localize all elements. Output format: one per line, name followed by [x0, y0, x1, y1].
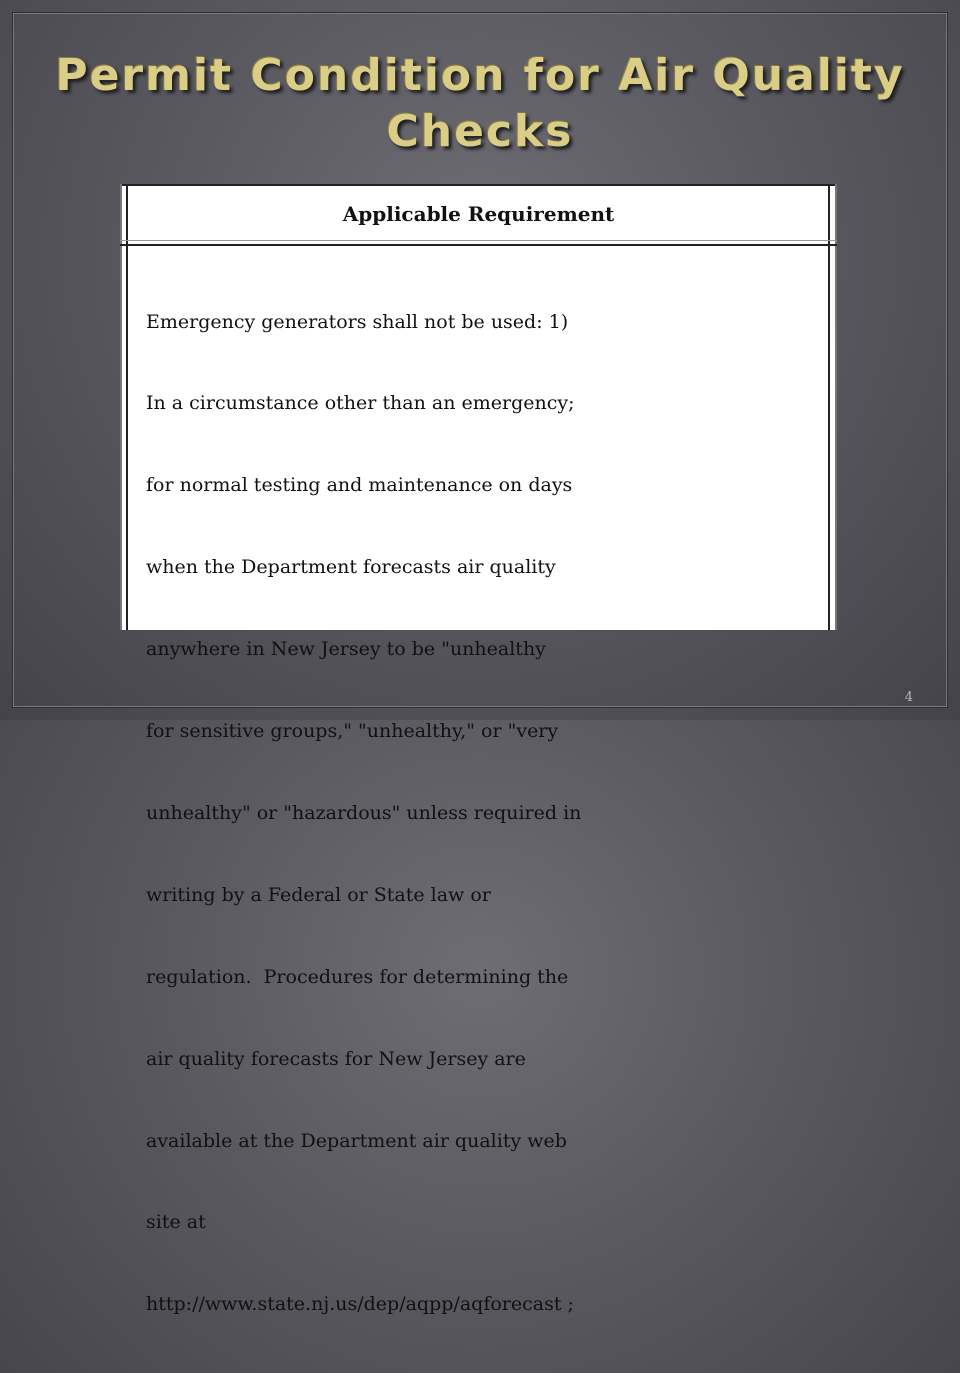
header-divider	[120, 244, 837, 246]
slide-title: Permit Condition for Air Quality Checks	[55, 50, 905, 157]
header-divider-light	[120, 240, 837, 241]
requirement-line: air quality forecasts for New Jersey are	[146, 1047, 526, 1070]
requirement-line: site at	[146, 1211, 206, 1234]
requirement-line: In a circumstance other than an emergency;	[146, 392, 575, 415]
requirement-line: for sensitive groups," "unhealthy," or "very	[146, 720, 559, 743]
requirement-line: available at the Department air quality web	[146, 1129, 567, 1152]
page-number: 4	[904, 690, 913, 705]
requirement-url-line: http://www.state.nj.us/dep/aqpp/aqforecast ;	[146, 1293, 574, 1316]
requirement-line: writing by a Federal or State law or	[146, 883, 491, 906]
requirement-line: Emergency generators shall not be used: 1)	[146, 310, 569, 333]
table-header: Applicable Requirement	[342, 202, 615, 226]
requirement-line: for normal testing and maintenance on days	[146, 474, 573, 497]
requirement-text	[146, 254, 836, 1373]
requirement-line: anywhere in New Jersey to be "unhealthy	[146, 638, 546, 661]
requirement-line: regulation. Procedures for determining the	[146, 965, 569, 988]
document-excerpt	[120, 184, 837, 1316]
requirement-line: when the Department forecasts air quality	[146, 556, 556, 579]
requirement-line: unhealthy" or "hazardous" unless required in	[146, 801, 582, 824]
table-border-top	[120, 184, 837, 186]
table-border-left-outer	[120, 184, 122, 630]
table-border-left-inner	[126, 184, 128, 630]
